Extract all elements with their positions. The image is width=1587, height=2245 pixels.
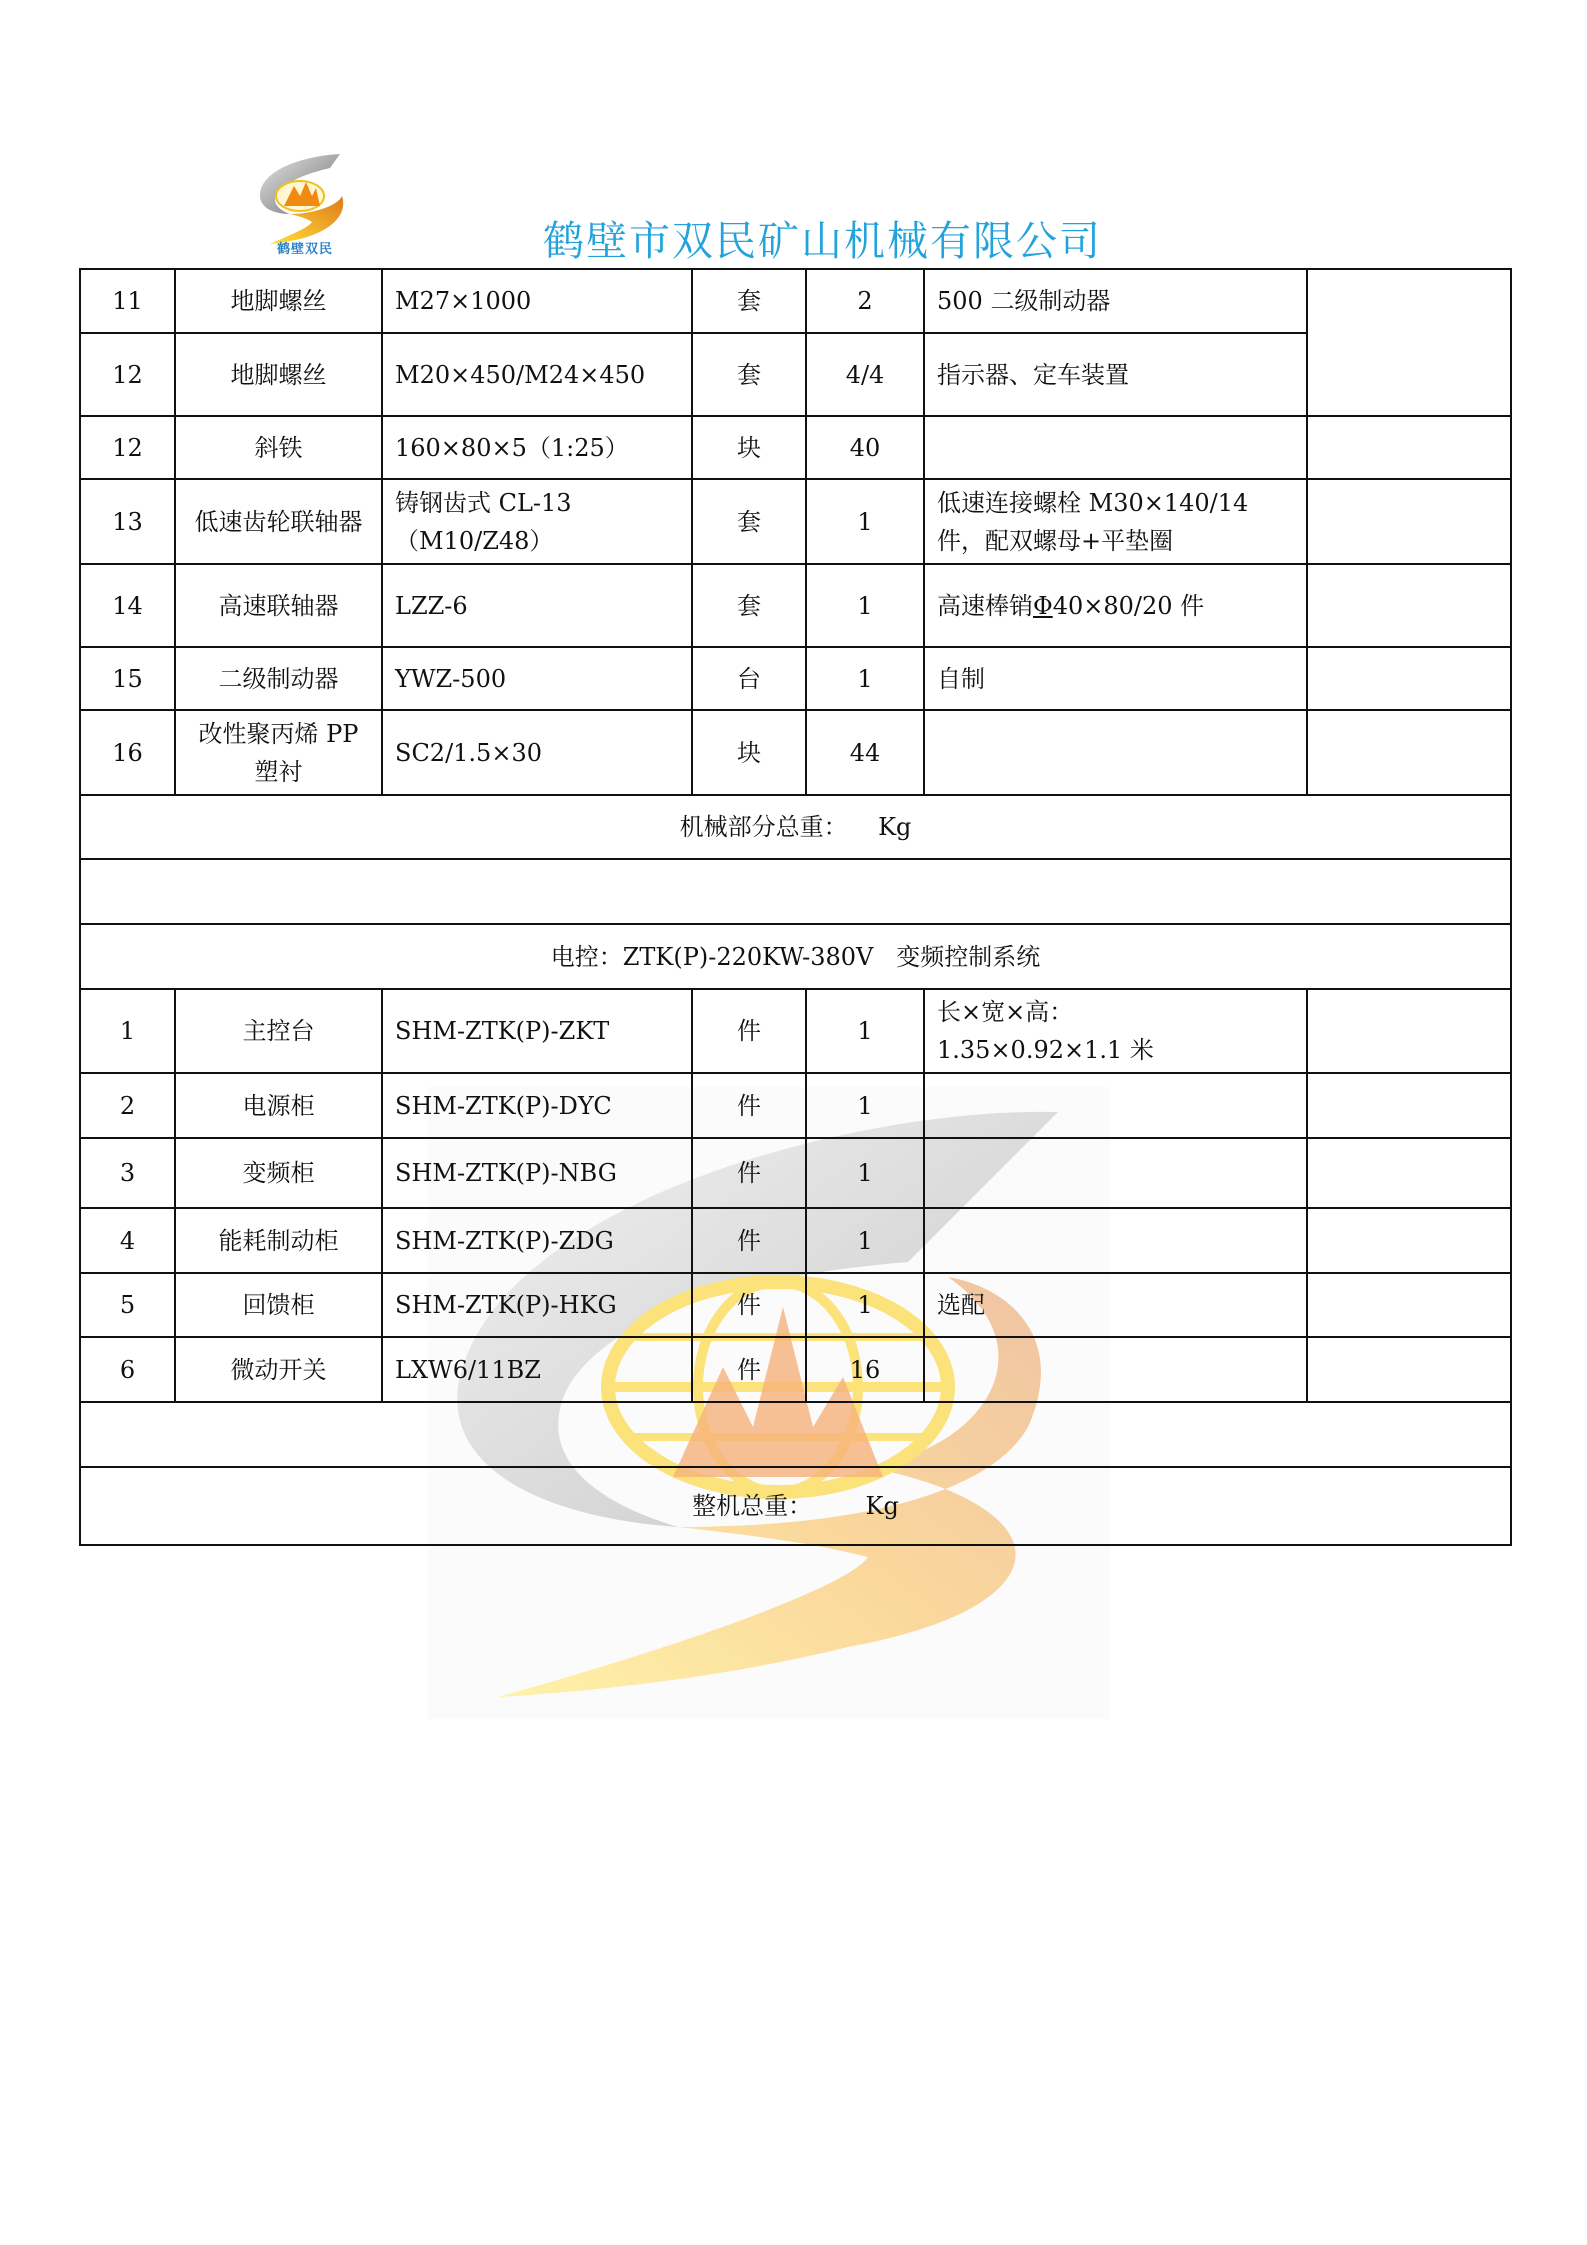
item-qty: 4/4 bbox=[806, 333, 924, 416]
item-name: 主控台 bbox=[175, 989, 382, 1073]
item-qty: 44 bbox=[806, 710, 924, 795]
item-remark bbox=[924, 416, 1307, 479]
item-spec: M20×450/M24×450 bbox=[382, 333, 692, 416]
item-qty: 1 bbox=[806, 564, 924, 647]
item-name: 地脚螺丝 bbox=[175, 269, 382, 333]
item-qty: 1 bbox=[806, 1273, 924, 1337]
item-spec: YWZ-500 bbox=[382, 647, 692, 710]
table-row bbox=[80, 1138, 1511, 1208]
item-unit: 件 bbox=[692, 1138, 806, 1208]
item-name: 低速齿轮联轴器 bbox=[175, 479, 382, 564]
item-no: 13 bbox=[80, 479, 175, 564]
item-spec: SHM-ZTK(P)-ZDG bbox=[382, 1208, 692, 1273]
item-extra bbox=[1307, 710, 1511, 795]
item-unit: 件 bbox=[692, 1208, 806, 1273]
electrical-header-row bbox=[80, 924, 1511, 989]
item-spec: SHM-ZTK(P)-ZKT bbox=[382, 989, 692, 1073]
table-row bbox=[80, 710, 1511, 795]
item-unit: 块 bbox=[692, 710, 806, 795]
item-qty: 1 bbox=[806, 989, 924, 1073]
item-name: 二级制动器 bbox=[175, 647, 382, 710]
item-unit: 套 bbox=[692, 564, 806, 647]
logo-caption: 鹤壁双民 bbox=[276, 242, 333, 257]
item-no: 1 bbox=[80, 989, 175, 1073]
phi-symbol: Φ bbox=[1033, 591, 1053, 620]
table-row bbox=[80, 479, 1511, 564]
blank-cell bbox=[80, 1402, 1511, 1467]
item-extra bbox=[1307, 989, 1511, 1073]
item-name: 变频柜 bbox=[175, 1138, 382, 1208]
item-no: 11 bbox=[80, 269, 175, 333]
item-remark: 选配 bbox=[924, 1273, 1307, 1337]
item-qty: 2 bbox=[806, 269, 924, 333]
item-name: 能耗制动柜 bbox=[175, 1208, 382, 1273]
item-unit: 块 bbox=[692, 416, 806, 479]
item-qty: 1 bbox=[806, 1138, 924, 1208]
item-remark bbox=[924, 1208, 1307, 1273]
table-row bbox=[80, 1073, 1511, 1138]
item-spec: LZZ-6 bbox=[382, 564, 692, 647]
item-remark bbox=[924, 1337, 1307, 1402]
remark-prefix: 高速棒销 bbox=[937, 591, 1033, 620]
item-qty: 16 bbox=[806, 1337, 924, 1402]
table-row bbox=[80, 333, 1511, 416]
item-remark bbox=[924, 1073, 1307, 1138]
item-no: 2 bbox=[80, 1073, 175, 1138]
item-extra bbox=[1307, 1337, 1511, 1402]
remark-line: 长×宽×高： bbox=[937, 998, 1074, 1026]
item-unit: 台 bbox=[692, 647, 806, 710]
item-name: 回馈柜 bbox=[175, 1273, 382, 1337]
item-qty: 40 bbox=[806, 416, 924, 479]
item-spec: M27×1000 bbox=[382, 269, 692, 333]
item-remark: 自制 bbox=[924, 647, 1307, 710]
item-no: 14 bbox=[80, 564, 175, 647]
item-remark bbox=[924, 710, 1307, 795]
item-remark: 低速连接螺栓 M30×140/14 件，配双螺母+平垫圈 bbox=[924, 479, 1307, 564]
item-unit: 件 bbox=[692, 1073, 806, 1138]
blank-row bbox=[80, 1402, 1511, 1467]
item-name: 电源柜 bbox=[175, 1073, 382, 1138]
item-no: 16 bbox=[80, 710, 175, 795]
item-qty: 1 bbox=[806, 1208, 924, 1273]
item-name: 微动开关 bbox=[175, 1337, 382, 1402]
item-qty: 1 bbox=[806, 479, 924, 564]
item-name: 改性聚丙烯 PP 塑衬 bbox=[175, 710, 382, 795]
item-qty: 1 bbox=[806, 647, 924, 710]
blank-row bbox=[80, 859, 1511, 924]
item-spec: SHM-ZTK(P)-HKG bbox=[382, 1273, 692, 1337]
table-row bbox=[80, 564, 1511, 647]
item-extra bbox=[1307, 416, 1511, 479]
item-extra-merged bbox=[1307, 269, 1511, 416]
item-spec: LXW6/11BZ bbox=[382, 1337, 692, 1402]
item-remark: 指示器、定车装置 bbox=[924, 333, 1307, 416]
electrical-section-title: 电控：ZTK(P)-220KW-380V 变频控制系统 bbox=[80, 924, 1511, 989]
item-name: 高速联轴器 bbox=[175, 564, 382, 647]
item-extra bbox=[1307, 564, 1511, 647]
item-remark bbox=[924, 989, 1307, 1073]
item-qty: 1 bbox=[806, 1073, 924, 1138]
item-extra bbox=[1307, 1208, 1511, 1273]
item-extra bbox=[1307, 1073, 1511, 1138]
item-name: 地脚螺丝 bbox=[175, 333, 382, 416]
item-extra bbox=[1307, 647, 1511, 710]
item-remark bbox=[924, 1138, 1307, 1208]
table-row bbox=[80, 269, 1511, 333]
item-extra bbox=[1307, 479, 1511, 564]
table-row bbox=[80, 989, 1511, 1073]
item-no: 5 bbox=[80, 1273, 175, 1337]
item-unit: 件 bbox=[692, 989, 806, 1073]
item-no: 3 bbox=[80, 1138, 175, 1208]
blank-cell bbox=[80, 859, 1511, 924]
item-unit: 套 bbox=[692, 479, 806, 564]
table-row bbox=[80, 647, 1511, 710]
item-no: 4 bbox=[80, 1208, 175, 1273]
item-no: 15 bbox=[80, 647, 175, 710]
machine-total-row bbox=[80, 1467, 1511, 1545]
item-spec: 160×80×5（1:25） bbox=[382, 416, 692, 479]
item-unit: 套 bbox=[692, 269, 806, 333]
item-unit: 件 bbox=[692, 1273, 806, 1337]
item-no: 12 bbox=[80, 333, 175, 416]
item-unit: 套 bbox=[692, 333, 806, 416]
table-row bbox=[80, 1208, 1511, 1273]
item-extra bbox=[1307, 1273, 1511, 1337]
item-spec: SC2/1.5×30 bbox=[382, 710, 692, 795]
remark-line: 1.35×0.92×1.1 米 bbox=[937, 1036, 1154, 1064]
item-remark bbox=[924, 564, 1307, 647]
item-extra bbox=[1307, 1138, 1511, 1208]
item-spec: SHM-ZTK(P)-NBG bbox=[382, 1138, 692, 1208]
machine-total-label: 整机总重： Kg bbox=[80, 1467, 1511, 1545]
remark-suffix: 40×80/20 件 bbox=[1052, 591, 1205, 620]
company-title: 鹤壁市双民矿山机械有限公司 bbox=[543, 217, 1102, 265]
item-no: 6 bbox=[80, 1337, 175, 1402]
mechanical-total-label: 机械部分总重： Kg bbox=[80, 795, 1511, 859]
mechanical-total-row bbox=[80, 795, 1511, 859]
item-remark: 500 二级制动器 bbox=[924, 269, 1307, 333]
table-row bbox=[80, 1337, 1511, 1402]
table-row bbox=[80, 1273, 1511, 1337]
item-unit: 件 bbox=[692, 1337, 806, 1402]
equipment-spec-table bbox=[79, 268, 1512, 1546]
item-spec: SHM-ZTK(P)-DYC bbox=[382, 1073, 692, 1138]
table-row bbox=[80, 416, 1511, 479]
item-name: 斜铁 bbox=[175, 416, 382, 479]
item-no: 12 bbox=[80, 416, 175, 479]
item-spec: 铸钢齿式 CL-13 （M10/Z48） bbox=[382, 479, 692, 564]
